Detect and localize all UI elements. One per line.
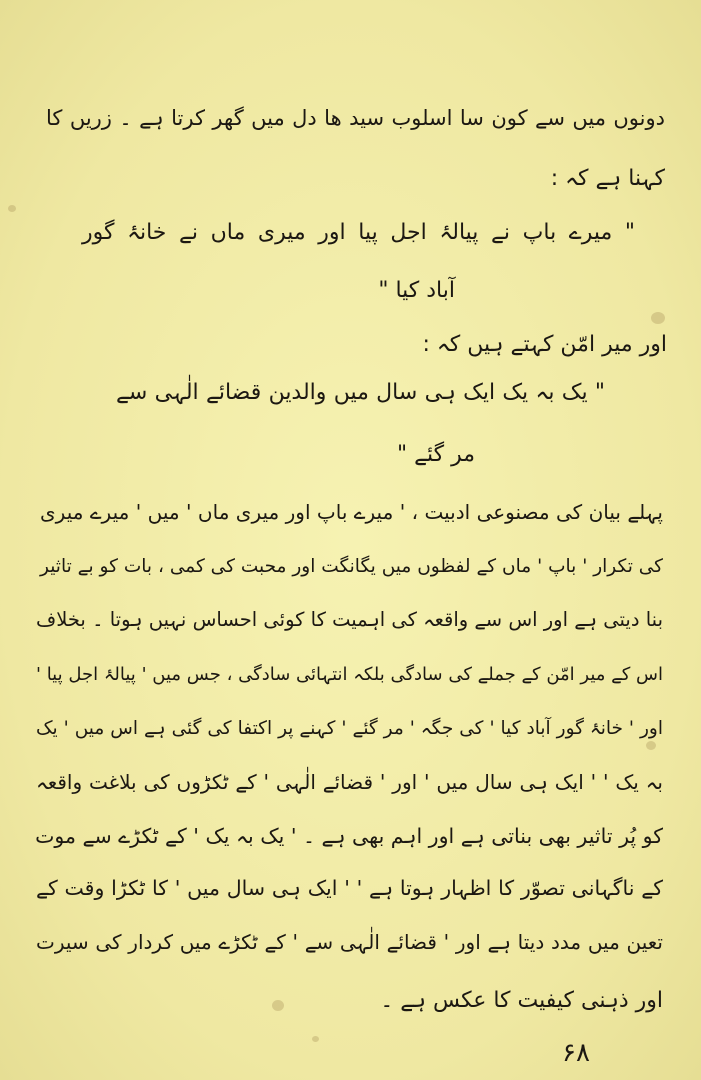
paper-stain [312, 1036, 319, 1042]
quote-line: آباد کیا " [378, 278, 455, 303]
text-line: اس کے میر امّن کے جملے کی سادگی بلکہ انتہائی سادگی ، جس میں ' پیالۂ اجل پیا ' [36, 664, 663, 685]
quote-line: مر گئے " [396, 442, 475, 467]
quote-line: " یک بہ یک ایک ہی سال میں والدین قضائے الٰہی سے [116, 380, 605, 405]
text-line: پہلے بیان کی مصنوعی ادبیت ، ' میرے باپ اور میری ماں ' میں ' میرے میری [40, 500, 663, 524]
text-line: اور میر امّن کہتے ہیں کہ : [422, 332, 667, 357]
text-line: اور ذہنی کیفیت کا عکس ہے ۔ [380, 988, 663, 1013]
text-line: اور ' خانۂ گور آباد کیا ' کی جگہ ' مر گئے ' کہنے پر اکتفا کی گئی ہے اس میں ' یک [36, 718, 663, 739]
text-line: کے ناگہانی تصوّر کا اظہار ہوتا ہے ' ' ایک ہی سال میں ' کا ٹکڑا وقت کے [36, 876, 663, 900]
quote-line: " میرے باپ نے پیالۂ اجل پیا اور میری ماں نے خانۂ گور [82, 220, 635, 245]
text-line: تعین میں مدد دیتا ہے اور ' قضائے الٰہی سے ' کے ٹکڑے میں کردار کی سیرت [36, 930, 663, 954]
text-line: دونوں میں سے کون سا اسلوب سید ھا دل میں گھر کرتا ہے ۔ زریں کا [46, 106, 665, 130]
paper-stain [646, 741, 656, 750]
text-line: بہ یک ' ' ایک ہی سال میں ' اور ' قضائے الٰہی ' کے ٹکڑوں کی بلاغت واقعہ [36, 770, 663, 794]
text-line: کہنا ہے کہ : [550, 166, 665, 191]
page-number: ۶۸ [562, 1038, 590, 1068]
text-line: کی تکرار ' باپ ' ماں کے لفظوں میں یگانگت اور محبت کی کمی ، بات کو بے تاثیر [40, 556, 663, 577]
paper-stain [8, 205, 16, 212]
paper-stain [651, 312, 665, 324]
text-line: بنا دیتی ہے اور اس سے واقعہ کی اہمیت کا کوئی احساس نہیں ہوتا ۔ بخلاف [36, 608, 663, 631]
text-line: کو پُر تاثیر بھی بناتی ہے اور اہم بھی ہے ۔ ' یک بہ یک ' کے ٹکڑے سے موت [35, 824, 663, 848]
